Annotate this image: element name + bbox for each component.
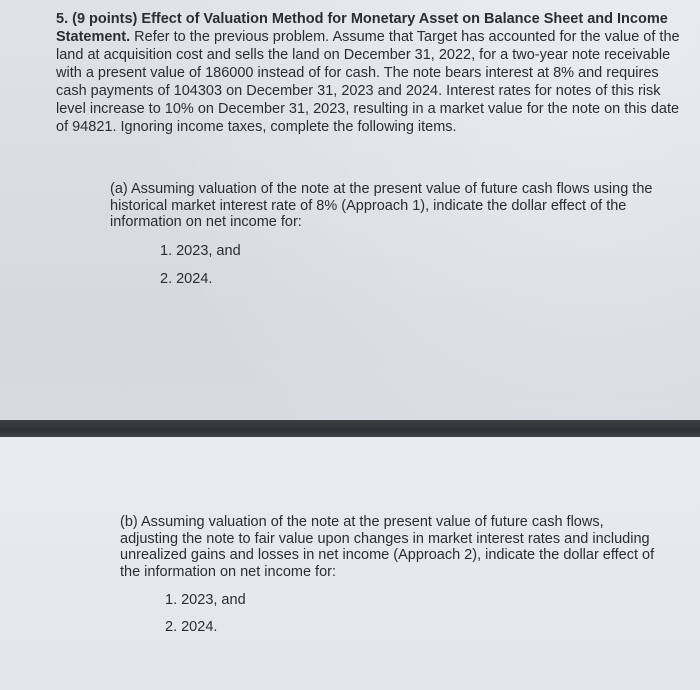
question-5: [56, 10, 686, 136]
part-a: [110, 181, 680, 300]
part-b-item-2: 2. 2024.: [165, 618, 218, 635]
part-a-prompt: (a) Assuming valuation of the note at the present value of future cash flows using the historical market interest rate of 8% (Approach 1), indicate the dollar effect of the information on net income for:: [110, 181, 653, 230]
question-heading: 5. (9 points) Effect of Valuation Method for Monetary Asset on Balance Sheet and Income Statement.: [56, 11, 668, 45]
part-a-list: [160, 243, 680, 288]
part-b-list: [165, 592, 660, 635]
divider-bar: [0, 420, 700, 437]
part-a-item-2: 2. 2024.: [160, 271, 213, 287]
part-b: [120, 514, 660, 645]
part-b-prompt: (b) Assuming valuation of the note at the present value of future cash flows, adjusting the note to fair value upon changes in market interest rates and including unrealized gains and losses in net income (Approach 2), indicate the dollar effect of the information on net income for:: [120, 514, 655, 580]
question-body: Refer to the previous problem. Assume that Target has accounted for the value of the land at acquisition cost and sells the land on December 31, 2022, for a two-year note receivable with a present value of 186000 instead of for cash. The note bears interest at 8% and requires cash payments of 104303 on December 31, 2023 and 2024. Interest rates for notes of this risk level increase to 10% on December 31, 2023, resulting in a market value for the note on this date of 94821. Ignoring income taxes, complete the following items.: [56, 29, 680, 135]
part-a-item-1: 1. 2023, and: [160, 242, 241, 259]
part-b-item-1: 1. 2023, and: [165, 592, 246, 608]
